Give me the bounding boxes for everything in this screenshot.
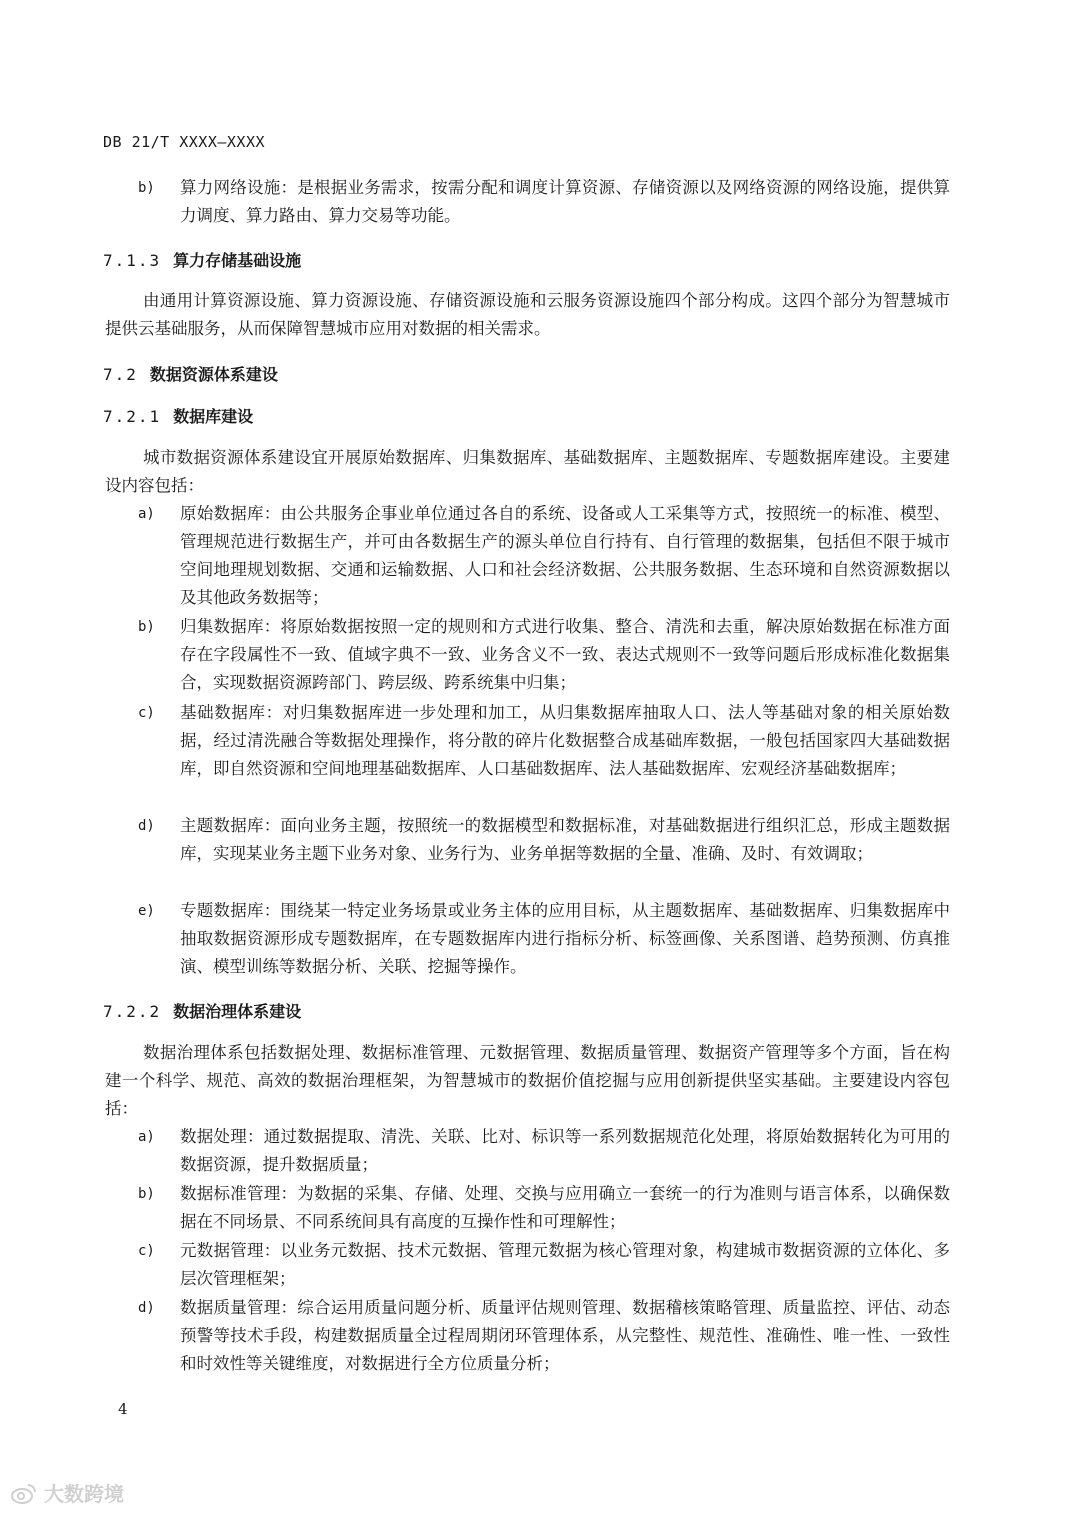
list-item-label: e) [138, 903, 155, 919]
list-item-label: c) [138, 705, 155, 721]
paragraph: 由通用计算资源设施、算力资源设施、存储资源设施和云服务资源设施四个部分构成。这四个部分为智慧城市提供云基础服务，从而保障智慧城市应用对数据的相关需求。 [105, 291, 950, 338]
list-item [138, 1180, 950, 1236]
section-number: 7.1.3 [103, 251, 162, 270]
list-item [138, 174, 950, 230]
list-item-label: d) [138, 818, 155, 834]
section-title: 算力存储基础设施 [173, 251, 302, 270]
list-item-text: 元数据管理：以业务元数据、技术元数据、管理元数据为核心管理对象，构建城市数据资源的立体化、多层次管理框架； [180, 1241, 950, 1288]
weibo-icon [10, 1482, 38, 1504]
paragraph: 城市数据资源体系建设宜开展原始数据库、归集数据库、基础数据库、主题数据库、专题数据库建设。主要建设内容包括： [105, 448, 950, 495]
list-item-text: 主题数据库：面向业务主题，按照统一的数据模型和数据标准，对基础数据进行组织汇总，形成主题数据库，实现某业务主题下业务对象、业务行为、业务单据等数据的全量、准确、及时、有效调取； [180, 816, 950, 863]
paragraph: 数据治理体系包括数据处理、数据标准管理、元数据管理、数据质量管理、数据资产管理等多个方面，旨在构建一个科学、规范、高效的数据治理框架，为智慧城市的数据价值挖掘与应用创新提供坚实基础。主要建设内容包括： [105, 1043, 950, 1118]
section-title: 数据资源体系建设 [149, 365, 278, 384]
list-item [138, 613, 950, 697]
section-title: 数据治理体系建设 [173, 1002, 302, 1021]
list-item-label: b) [138, 1186, 155, 1202]
list-item [138, 812, 950, 868]
list-item [138, 500, 950, 612]
section-heading-7-1-3 [103, 248, 301, 271]
list-item-label: a) [138, 506, 155, 522]
list-item-text: 数据标准管理：为数据的采集、存储、处理、交换与应用确立一套统一的行为准则与语言体系，以确保数据在不同场景、不同系统间具有高度的互操作性和可理解性； [180, 1184, 950, 1231]
section-heading-7-2 [103, 362, 278, 385]
page-number: 4 [118, 1400, 128, 1418]
section-title: 数据库建设 [173, 407, 254, 426]
section-number: 7.2 [103, 365, 138, 384]
list-item-label: b) [138, 180, 155, 196]
list-item [138, 1237, 950, 1293]
section-number: 7.2.1 [103, 407, 162, 426]
list-item-text: 归集数据库：将原始数据按照一定的规则和方式进行收集、整合、清洗和去重，解决原始数据在标准方面存在字段属性不一致、值域字典不一致、业务含义不一致、表达式规则不一致等问题后形成标准化数据集合，实现数据资源跨部门、跨层级、跨系统集中归集； [180, 617, 950, 692]
list-item-text: 专题数据库：围绕某一特定业务场景或业务主体的应用目标，从主题数据库、基础数据库、归集数据库中抽取数据资源形成专题数据库，在专题数据库内进行指标分析、标签画像、关系图谱、趋势预测、仿真推演、模型训练等数据分析、关联、挖掘等操作。 [180, 901, 950, 976]
list-item-text: 基础数据库：对归集数据库进一步处理和加工，从归集数据库抽取人口、法人等基础对象的相关原始数据，经过清洗融合等数据处理操作，将分散的碎片化数据整合成基础库数据，一般包括国家四大基础数据库，即自然资源和空间地理基础数据库、人口基础数据库、法人基础数据库、宏观经济基础数据库； [180, 703, 950, 778]
document-code: DB 21/T XXXX—XXXX [103, 133, 266, 151]
list-item-text: 数据处理：通过数据提取、清洗、关联、比对、标识等一系列数据规范化处理，将原始数据转化为可用的数据资源，提升数据质量； [180, 1127, 950, 1174]
list-item-label: d) [138, 1300, 155, 1316]
list-item-text: 原始数据库：由公共服务企事业单位通过各自的系统、设备或人工采集等方式，按照统一的标准、模型、管理规范进行数据生产，并可由各数据生产的源头单位自行持有、自行管理的数据集，包括但不限于城市空间地理规划数据、交通和运输数据、人口和社会经济数据、公共服务数据、生态环境和自然资源数据以及其他政务数据等； [180, 504, 950, 607]
watermark-text: 大数跨境 [44, 1482, 124, 1506]
list-item-label: a) [138, 1129, 155, 1145]
section-heading-7-2-1 [103, 404, 253, 427]
watermark [10, 1478, 124, 1507]
list-item [138, 1294, 950, 1378]
list-item [138, 897, 950, 981]
section-heading-7-2-2 [103, 999, 301, 1022]
section-number: 7.2.2 [103, 1002, 162, 1021]
list-item [138, 1123, 950, 1179]
list-item-text: 算力网络设施：是根据业务需求，按需分配和调度计算资源、存储资源以及网络资源的网络设施，提供算力调度、算力路由、算力交易等功能。 [180, 178, 950, 225]
list-item-label: b) [138, 619, 155, 635]
list-item [138, 699, 950, 783]
list-item-label: c) [138, 1243, 155, 1259]
list-item-text: 数据质量管理：综合运用质量问题分析、质量评估规则管理、数据稽核策略管理、质量监控、评估、动态预警等技术手段，构建数据质量全过程周期闭环管理体系，从完整性、规范性、准确性、唯一性、一致性和时效性等关键维度，对数据进行全方位质量分析； [180, 1298, 950, 1373]
